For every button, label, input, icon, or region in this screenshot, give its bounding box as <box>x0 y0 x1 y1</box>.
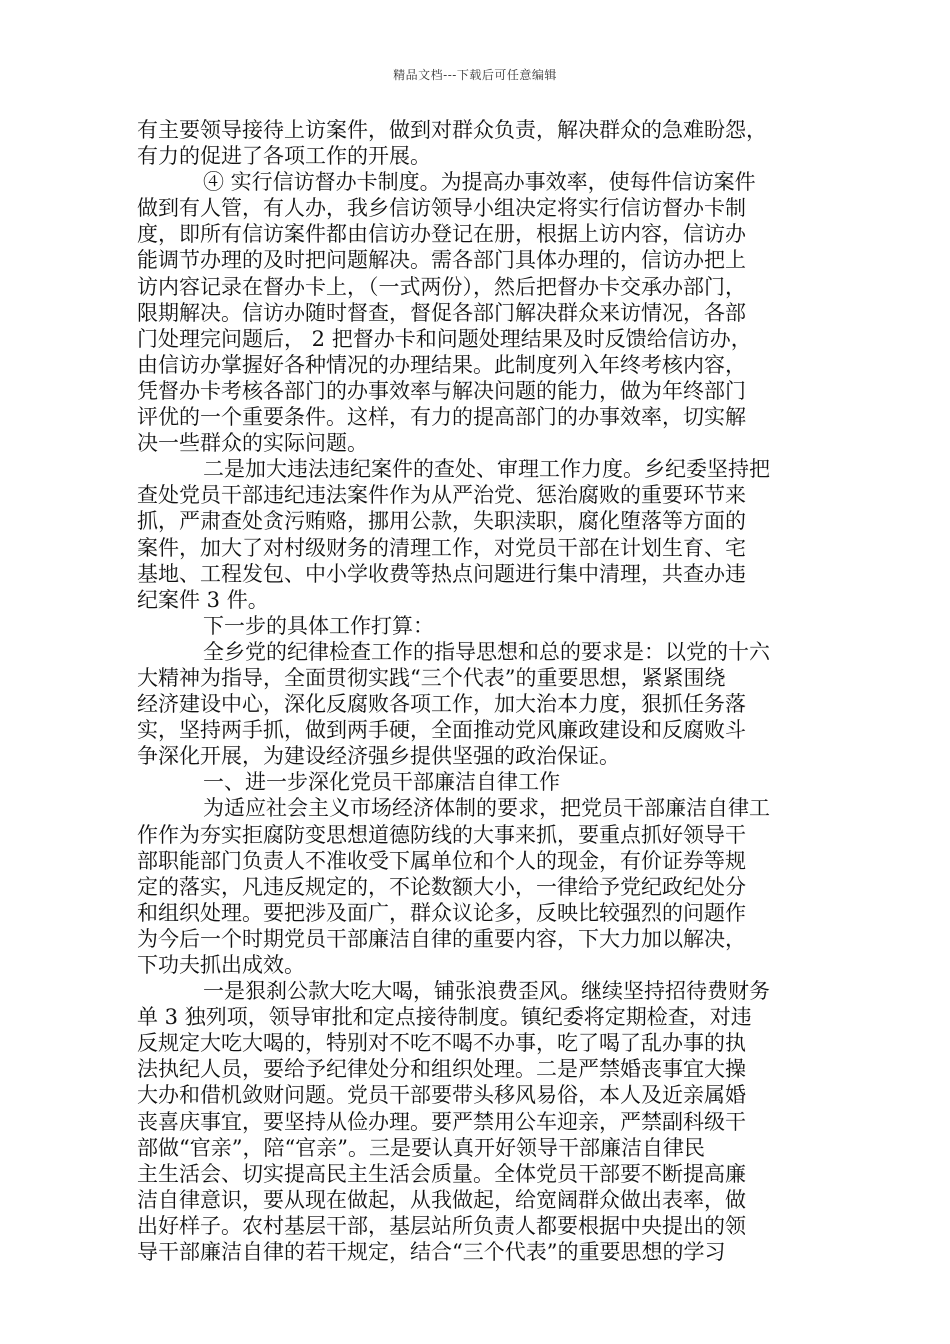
text-line: 和组织处理。要把涉及面广，群众议论多，反映比较强烈的问题作 <box>137 900 746 925</box>
text-line: 查处党员干部违纪违法案件作为从严治党、惩治腐败的重要环节来 <box>137 483 746 508</box>
text-line: 大办和借机敛财问题。党员干部要带头移风易俗，本人及近亲属婚 <box>137 1083 746 1108</box>
text-line: 争深化开展，为建设经济强乡提供坚强的政治保证。 <box>137 744 620 769</box>
text-line: 做到有人管，有人办，我乡信访领导小组决定将实行信访督办卡制 <box>137 196 746 221</box>
text-line: 度，即所有信访案件都由信访办登记在册，根据上访内容，信访办 <box>137 222 746 247</box>
text-line: 一是狠刹公款大吃大喝，铺张浪费歪风。继续坚持招待费财务 <box>203 979 770 1004</box>
text-line: 凭督办卡考核各部门的办事效率与解决问题的能力，做为年终部门 <box>137 378 746 403</box>
text-line: 基地、工程发包、中小学收费等热点问题进行集中清理，共查办违 <box>137 561 746 586</box>
text-line: 有主要领导接待上访案件，做到对群众负责，解决群众的急难盼怨， <box>137 118 767 142</box>
text-line: 访内容记录在督办卡上，（一式两份），然后把督办卡交承办部门， <box>137 274 746 299</box>
text-line: 为适应社会主义市场经济体制的要求，把党员干部廉洁自律工 <box>203 796 770 821</box>
text-line: 下一步的具体工作打算： <box>203 613 434 638</box>
text-line: 评优的一个重要条件。这样，有力的提高部门的办事效率，切实解 <box>137 405 746 430</box>
text-line: 主生活会、切实提高民主生活会质量。全体党员干部要不断提高廉 <box>137 1161 746 1186</box>
text-line: 为今后一个时期党员干部廉洁自律的重要内容，下大力加以解决， <box>137 926 746 951</box>
text-line: 丧喜庆事宜，要坚持从俭办理。要严禁用公车迎亲，严禁副科级干 <box>137 1109 746 1134</box>
text-line: 全乡党的纪律检查工作的指导思想和总的要求是：以党的十六 <box>203 639 770 664</box>
text-line: 由信访办掌握好各种情况的办理结果。此制度列入年终考核内容， <box>137 352 746 377</box>
document-body <box>137 117 813 1265</box>
text-line: 下功夫抓出成效。 <box>137 953 305 977</box>
text-line: 部做“官亲”，陪“官亲”。三是要认真开好领导干部廉洁自律民 <box>137 1135 705 1160</box>
text-line: 出好样子。农村基层干部，基层站所负责人都要根据中央提出的领 <box>137 1213 746 1238</box>
text-line: 反规定大吃大喝的，特别对不吃不喝不办事，吃了喝了乱办事的执 <box>137 1031 746 1056</box>
text-line: 导干部廉洁自律的若干规定，结合“三个代表”的重要思想的学习 <box>137 1240 726 1265</box>
text-line: 有力的促进了各项工作的开展。 <box>137 144 431 169</box>
text-line: 能调节办理的及时把问题解决。需各部门具体办理的，信访办把上 <box>137 248 746 273</box>
text-line: 一、进一步深化党员干部廉洁自律工作 <box>203 770 560 795</box>
text-line: 部职能部门负责人不准收受下属单位和个人的现金，有价证券等规 <box>137 848 746 873</box>
text-line: 决一些群众的实际问题。 <box>137 431 368 456</box>
text-line: 纪案件 3 件。 <box>137 587 269 612</box>
text-line: 定的落实，凡违反规定的，不论数额大小，一律给予党纪政纪处分 <box>137 874 746 899</box>
text-line: 抓，严肃查处贪污贿赂，挪用公款，失职渎职，腐化堕落等方面的 <box>137 509 746 534</box>
text-line: 法执纪人员，要给予纪律处分和组织处理。二是严禁婚丧事宜大操 <box>137 1057 746 1082</box>
text-line: 经济建设中心，深化反腐败各项工作，加大治本力度，狠抓任务落 <box>137 692 746 717</box>
text-line: 限期解决。信访办随时督查，督促各部门解决群众来访情况，各部 <box>137 300 746 325</box>
text-line: 作作为夯实拒腐防变思想道德防线的大事来抓，要重点抓好领导干 <box>137 822 746 847</box>
text-line: 二是加大违法违纪案件的查处、审理工作力度。乡纪委坚持把 <box>203 457 770 482</box>
text-line: ④ 实行信访督办卡制度。为提高办事效率，使每件信访案件 <box>203 170 756 195</box>
page-header: 精品文档---下载后可任意编辑 <box>393 68 557 82</box>
text-line: 实，坚持两手抓，做到两手硬，全面推动党风廉政建设和反腐败斗 <box>137 718 746 743</box>
text-line: 洁自律意识，要从现在做起，从我做起，给宽阔群众做出表率，做 <box>137 1187 746 1212</box>
text-line: 大精神为指导，全面贯彻实践“三个代表”的重要思想，紧紧围绕 <box>137 665 726 690</box>
text-line: 案件，加大了对村级财务的清理工作，对党员干部在计划生育、宅 <box>137 535 746 560</box>
text-line: 单 3 独列项，领导审批和定点接待制度。镇纪委将定期检查，对违 <box>137 1005 752 1030</box>
text-line: 门处理完问题后， 2 把督办卡和问题处理结果及时反馈给信访办， <box>137 326 752 351</box>
